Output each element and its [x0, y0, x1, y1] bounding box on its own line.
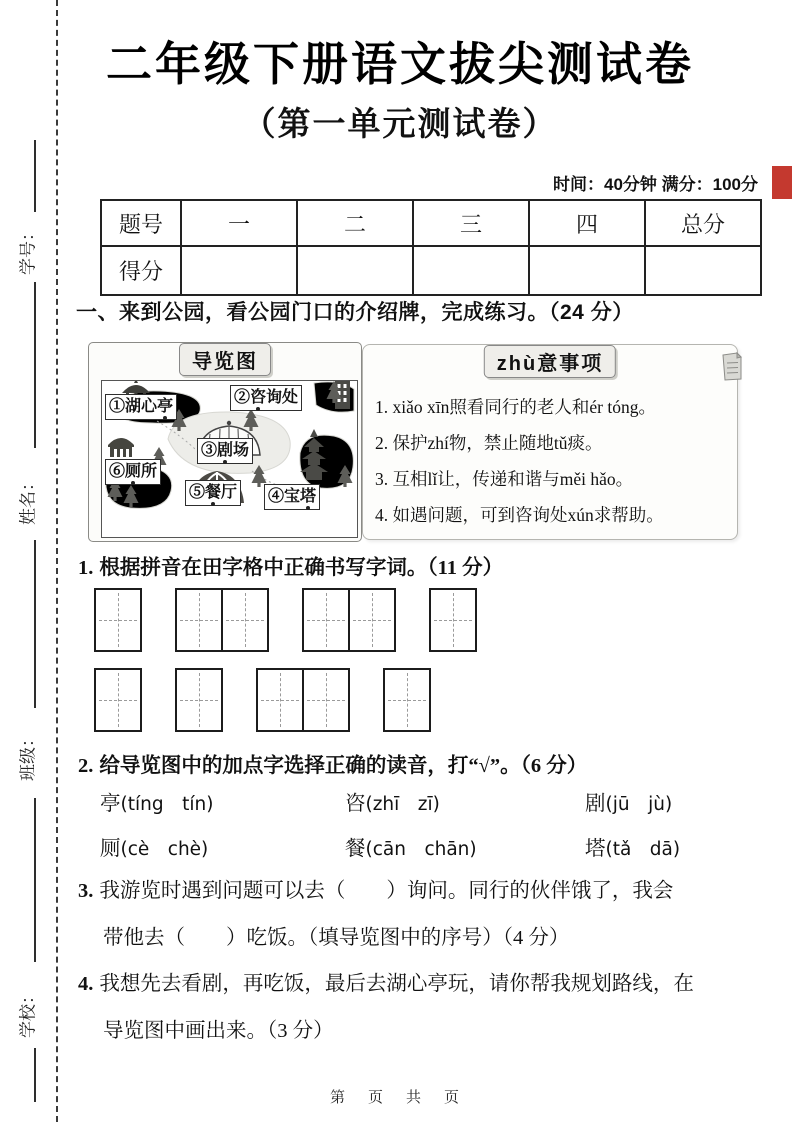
tianzige-cell	[175, 668, 223, 732]
tianzige-grid-area	[94, 588, 477, 748]
notice-item-4: 4. 如遇问题，可到咨询处xún求帮助。	[375, 505, 664, 525]
tianzige-cell	[94, 668, 142, 732]
notice-item-1: 1. xiǎo xīn照看同行的老人和ér tóng。	[375, 397, 656, 417]
notice-item-3: 3. 互相lǐ让，传递和谐与měi hǎo。	[375, 469, 634, 489]
map-label-lake-pavilion: ①湖心亭	[105, 394, 177, 420]
map-label-pagoda: ④宝塔	[264, 484, 320, 510]
tianzige-cell	[302, 588, 350, 652]
seal-dashed-line	[56, 0, 58, 1122]
tianzige-grid	[302, 588, 396, 652]
score-col-1: 一	[181, 200, 297, 246]
score-cell	[413, 246, 529, 295]
student-name-label: 姓名：	[18, 474, 38, 525]
section-1-heading: 一、来到公园，看公园门口的介绍牌，完成练习。（24 分）	[76, 301, 634, 324]
pinyin-choice-ting: 亭(tíng tín)	[100, 793, 214, 815]
red-stamp-mark	[772, 166, 792, 199]
tianzige-grid	[94, 588, 142, 652]
pinyin-choice-zi: 咨(zhī zī)	[345, 793, 440, 815]
score-table	[100, 199, 762, 296]
student-id-label: 学号：	[18, 224, 38, 275]
map-label-toilet: ⑥厕所	[105, 459, 161, 485]
score-table-corner: 题号	[101, 200, 181, 246]
question-1-heading: 1. 根据拼音在田字格中正确书写字词。（11 分）	[78, 557, 504, 579]
score-cell	[529, 246, 645, 295]
margin-blank-line	[34, 540, 36, 708]
score-col-total: 总分	[645, 200, 761, 246]
time-score-info: 时间：40分钟 满分：100分	[553, 175, 758, 194]
question-2-heading: 2. 给导览图中的加点字选择正确的读音，打“√”。（6 分）	[78, 755, 588, 777]
question-4-line-1: 4. 我想先去看剧，再吃饭，最后去湖心亭玩，请你帮我规划路线，在	[78, 973, 694, 995]
tianzige-cell	[221, 588, 269, 652]
toilet-icon	[108, 438, 134, 457]
score-cell	[645, 246, 761, 295]
pinyin-choice-ju: 剧(jū jù)	[585, 793, 673, 815]
tianzige-grid	[175, 668, 223, 732]
guide-map	[101, 380, 358, 538]
tianzige-grid	[383, 668, 431, 732]
question-3-line-1: 3. 我游览时遇到问题可以去（ ）询问。同行的伙伴饿了，我会	[78, 880, 674, 902]
tianzige-grid	[94, 668, 142, 732]
pinyin-choice-ce: 厕(cè chè)	[100, 838, 209, 860]
tianzige-row	[94, 588, 477, 652]
score-col-4: 四	[529, 200, 645, 246]
tianzige-cell	[256, 668, 304, 732]
score-row-label: 得分	[101, 246, 181, 295]
tianzige-grid	[429, 588, 477, 652]
map-label-restaurant: ⑤餐厅	[185, 480, 241, 506]
question-3-number: 3.	[78, 880, 94, 902]
page-title: 二年级下册语文拔尖测试卷	[106, 38, 694, 90]
question-3-line-2: 带他去（ ）吃饭。（填导览图中的序号）（4 分）	[103, 927, 570, 949]
tianzige-grid	[175, 588, 269, 652]
page-footer: 第 页 共 页	[329, 1090, 463, 1106]
margin-blank-line	[34, 798, 36, 962]
question-4-line-2: 导览图中画出来。（3 分）	[103, 1020, 334, 1042]
tianzige-row	[94, 668, 477, 732]
guide-map-title: 导览图	[179, 343, 271, 376]
score-cell	[181, 246, 297, 295]
score-col-2: 二	[297, 200, 413, 246]
map-label-info-desk: ②咨询处	[230, 385, 302, 411]
map-label-theater: ③剧场	[197, 438, 253, 464]
tianzige-cell	[348, 588, 396, 652]
page-subtitle: （第一单元测试卷）	[242, 105, 558, 142]
pinyin-choice-ta: 塔(tǎ dā)	[585, 838, 681, 860]
score-cell	[297, 246, 413, 295]
notice-panel	[362, 344, 738, 540]
margin-blank-line	[34, 140, 36, 212]
school-label: 学校：	[18, 987, 38, 1038]
class-label: 班级：	[18, 730, 38, 781]
notice-item-2: 2. 保护zhí物，禁止随地tǔ痰。	[375, 433, 603, 453]
tianzige-grid	[256, 668, 350, 732]
guide-map-panel	[88, 342, 362, 542]
pinyin-choice-can: 餐(cān chān)	[345, 838, 477, 860]
tianzige-cell	[94, 588, 142, 652]
notice-title: zhù意事项	[484, 345, 616, 378]
tianzige-cell	[383, 668, 431, 732]
tianzige-cell	[175, 588, 223, 652]
score-col-3: 三	[413, 200, 529, 246]
margin-blank-line	[34, 282, 36, 448]
tianzige-cell	[302, 668, 350, 732]
notice-list	[375, 389, 727, 533]
question-4-number: 4.	[78, 973, 94, 995]
tianzige-cell	[429, 588, 477, 652]
question-1-number: 1.	[78, 557, 94, 579]
notepad-icon	[721, 351, 743, 381]
question-2-number: 2.	[78, 755, 94, 777]
